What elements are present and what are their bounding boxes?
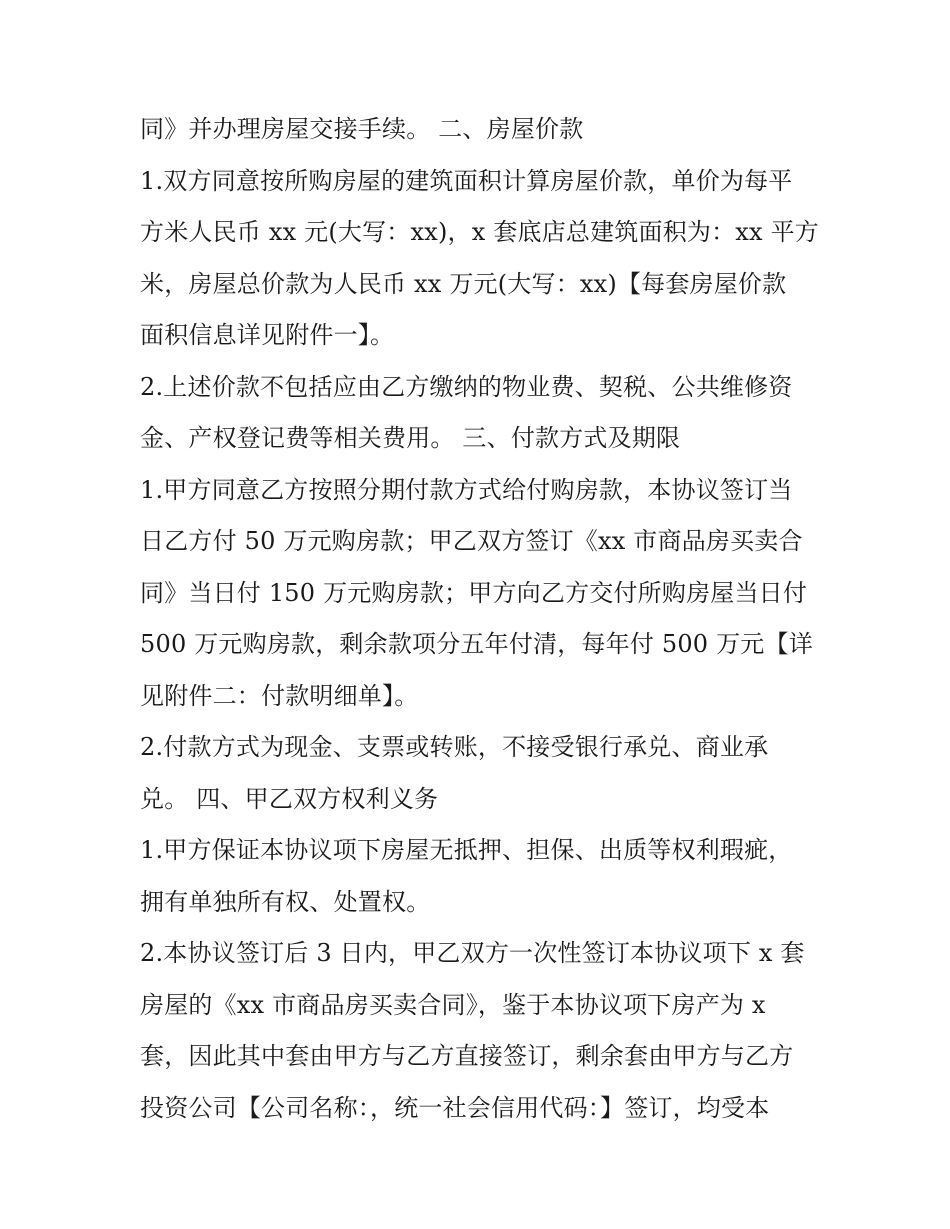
text-line: 兑。 四、甲乙双方权利义务 — [140, 784, 439, 813]
text-line: 1.甲方保证本协议项下房屋无抵押、担保、出质等权利瑕疵， — [140, 836, 793, 864]
text-line: 米，房屋总价款为人民币 xx 万元(大写：xx)【每套房屋价款 — [140, 269, 787, 298]
text-line: 套，因此其中套由甲方与乙方直接签订，剩余套由甲方与乙方 — [140, 1042, 794, 1070]
text-line: 房屋的《xx 市商品房买卖合同》，鉴于本协议项下房产为 x — [140, 990, 766, 1019]
text-line: 见附件二：付款明细单】。 — [140, 681, 419, 710]
text-line: 同》当日付 150 万元购房款；甲方向乙方交付所购房屋当日付 — [140, 578, 808, 607]
text-line: 2.付款方式为现金、支票或转账，不接受银行承兑、商业承 — [140, 733, 769, 761]
text-line: 1.双方同意按所购房屋的建筑面积计算房屋价款，单价为每平 — [140, 166, 793, 195]
text-line: 500 万元购房款，剩余款项分五年付清，每年付 500 万元【详 — [140, 630, 813, 658]
text-line: 2.上述价款不包括应由乙方缴纳的物业费、契税、公共维修资 — [140, 372, 793, 401]
document-body — [140, 104, 820, 1134]
text-line: 同》并办理房屋交接手续。 二、房屋价款 — [140, 115, 584, 143]
text-line: 拥有单独所有权、处置权。 — [140, 887, 431, 916]
text-line: 方米人民币 xx 元(大写：xx)，x 套底店总建筑面积为：xx 平方 — [140, 218, 819, 246]
text-line: 金、产权登记费等相关费用。 三、付款方式及期限 — [140, 424, 681, 452]
text-line: 1.甲方同意乙方按照分期付款方式给付购房款，本协议签订当 — [140, 475, 793, 504]
text-line: 2.本协议签订后 3 日内，甲乙双方一次性签订本协议项下 x 套 — [140, 939, 805, 967]
text-line: 日乙方付 50 万元购房款；甲乙双方签订《xx 市商品房买卖合 — [140, 527, 803, 555]
text-line: 投资公司【公司名称：，统一社会信用代码：】签订，均受本 — [140, 1093, 770, 1122]
text-line: 面积信息详见附件一】。 — [140, 321, 395, 349]
